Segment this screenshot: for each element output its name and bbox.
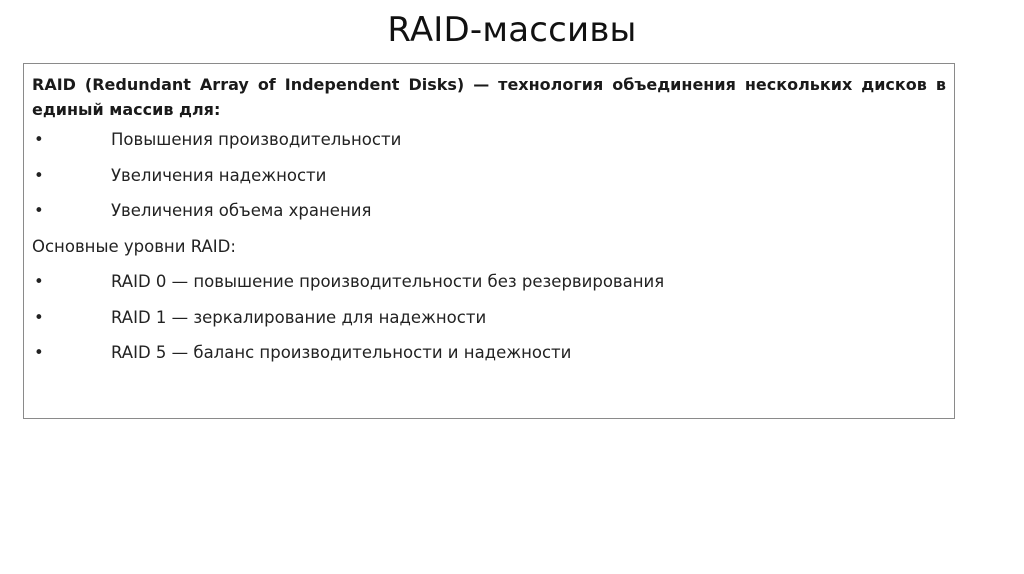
list-item-text: Увеличения надежности — [111, 165, 327, 185]
bullet-icon: • — [34, 272, 44, 291]
list-item — [32, 306, 946, 342]
bullet-icon: • — [34, 307, 44, 327]
list-item — [32, 128, 946, 164]
intro-text: RAID (Redundant Array of Independent Disks) — технология объединения нескольких дисков в единый массив для: — [32, 75, 946, 119]
list-item — [32, 164, 946, 200]
levels-heading: Основные уровни RAID: — [32, 236, 236, 256]
list-item-text: RAID 1 — зеркалирование для надежности — [111, 307, 487, 327]
slide-title: RAID-массивы — [387, 10, 637, 50]
list-item-text: RAID 5 — баланс производительности и надежности — [111, 343, 572, 362]
list-item-text: Увеличения объема хранения — [111, 201, 372, 220]
list-item-text: RAID 0 — повышение производительности без резервирования — [111, 272, 665, 291]
list-item — [32, 199, 946, 235]
list-item-text: Повышения производительности — [111, 130, 402, 149]
list-item — [32, 270, 946, 306]
bullet-icon: • — [34, 130, 44, 149]
levels-list — [32, 270, 946, 377]
bullet-icon: • — [34, 165, 44, 185]
bullet-icon: • — [34, 343, 44, 362]
content-box — [23, 63, 955, 419]
bullet-icon: • — [34, 201, 44, 220]
purposes-list — [32, 128, 946, 235]
list-item — [32, 341, 946, 377]
